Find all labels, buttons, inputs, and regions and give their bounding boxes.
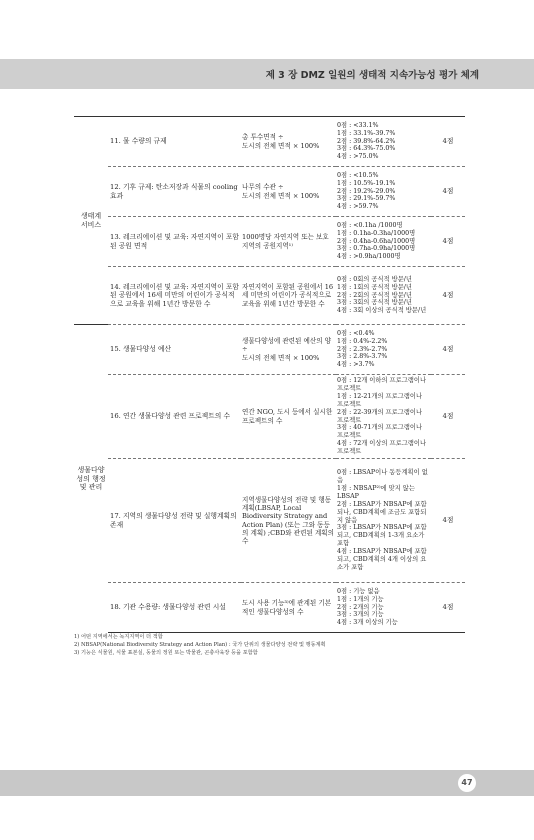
criteria-cell: 0점 : <33.1% 1점 : 33.1%-39.7% 2점 : 39.8%-64.2% 3점 : 64.3%-75.0% 4점 : >75.0% [336,117,431,167]
measure-cell: 나무의 수관 ÷ 도시의 전체 면적 × 100% [241,167,336,217]
criteria-cell: 0점 : <0.4% 1점 : 0.4%-2.2% 2점 : 2.3%-2.7% 3점 : 2.8%-3.7% 4점 : >3.7% [336,325,431,375]
score-cell: 4점 [431,217,465,267]
criteria-cell: 0점 : 12개 이하의 프로그램이나 프로젝트 1점 : 12-21개의 프로그램이나 프로젝트 2점 : 22-39개의 프로그램이나 프로젝트 3점 : 40-71개의 프로그램이나 프로젝트 4점 : 72개 이상의 프로그램이나 프로젝트 [336,375,431,459]
indicator-cell: 18. 기관 수용량: 생물다양성 관련 시설 [108,583,241,633]
indicator-cell: 15. 생물다양성 예산 [108,325,241,375]
table-row [74,117,465,167]
score-cell: 4점 [431,375,465,459]
measure-cell: 연간 NGO, 도시 등에서 실시한 프로젝트의 수 [241,375,336,459]
criteria-cell: 0점 : <0.1ha /1000명 1점 : 0.1ha-0.3ha/1000명 2점 : 0.4ha-0.6ha/1000명 3점 : 0.7ha-0.9ha/1000명 4점 : >0.9ha/1000명 [336,217,431,267]
category-biodiversity-governance [74,325,108,633]
category-label: 생물다양 성의 행정 및 관리 [76,466,106,491]
indicator-cell: 11. 물 수량의 규제 [108,117,241,167]
criteria-cell: 0점 : 0회의 공식적 방문/년 1점 : 1회의 공식적 방문/년 2점 : 2회의 공식적 방문/년 3점 : 3회의 공식적 방문/년 4점 : 3회 이상의 공식적 방문/년 [336,267,431,325]
measure-cell: 자연지역이 포함된 공원에서 16세 미만의 어린이가 공식적으로 교육을 위해 1년간 방문한 수 [241,267,336,325]
footer-band [0,770,534,796]
table-row [74,167,465,217]
table-row [74,267,465,325]
indicator-table-wrap [74,116,465,633]
measure-cell: 1000명당 자연지역 또는 보호지역의 공원지역¹⁾ [241,217,336,267]
indicator-cell: 12. 기후 규제: 탄소저장과 식물의 cooling효과 [108,167,241,217]
criteria-cell: 0점 : <10.5% 1점 : 10.5%-19.1% 2점 : 19.2%-29.0% 3점 : 29.1%-59.7% 4점 : >59.7% [336,167,431,217]
footnote: 2) NBSAP(National Biodiversity Strategy and Action Plan) : 국가 단위의 생물다양성 전략 및 행동계획 [74,642,326,649]
table-row [74,217,465,267]
score-cell: 4점 [431,267,465,325]
footnote: 1) 어떤 지역에서는 녹지지역이 더 적합 [74,634,163,640]
score-cell: 4점 [431,583,465,633]
score-cell: 4점 [431,325,465,375]
score-cell: 4점 [431,459,465,583]
score-cell: 4점 [431,117,465,167]
chapter-title: 제 3 장 DMZ 일원의 생태적 지속가능성 평가 체계 [265,70,479,81]
measure-cell: 생물다양성에 관련된 예산의 양 ÷ 도시의 전체 면적 × 100% [241,325,336,375]
indicator-cell: 13. 레크리에이션 및 교육: 자연지역이 포함된 공원 면적 [108,217,241,267]
table-row [74,583,465,633]
category-label: 생태계 서비스 [80,212,102,229]
table-row [74,459,465,583]
measure-cell: 지역생물다양성의 전략 및 행동계획(LBSAP, Local Biodiversity Strategy and Action Plan) (또는 그와 동등의 계획) ;CBD와 관련된 계획의 수 [241,459,336,583]
measure-cell: 총 투수면적 ÷ 도시의 전체 면적 × 100% [241,117,336,167]
category-ecosystem-service [74,117,108,325]
table-row [74,375,465,459]
indicator-cell: 14. 레크리에이션 및 교육: 자연지역이 포함된 공원에서 16세 미만의 어린이가 공식적으로 교육을 위해 1년간 방문한 수 [108,267,241,325]
table-row [74,325,465,375]
footnote: 3) 기능은 식물원, 식물 표본실, 동물의 정원 또는 박물관, 곤충사육장 등을 포함함 [74,650,258,657]
criteria-cell: 0점 : LBSAP이나 동등계획이 없음 1점 : NBSAP²⁾에 맞지 않는 LBSAP 2점 : LBSAP가 NBSAP에 포함되나, CBD계획에 조금도 포함되지 않음 3점 : LBSAP가 NBSAP에 포함되고, CBD계획의 1-3개 요소가 포함 4점 : LBSAP가 NBSAP에 포함되고, CBD계획의 4개 이상의 요소가 포함 [336,459,431,583]
indicator-table [74,116,465,633]
criteria-cell: 0점 : 기능 없음 1점 : 1개의 기능 2점 : 2개의 기능 3점 : 3개의 기능 4점 : 3개 이상의 기능 [336,583,431,633]
indicator-cell: 17. 지역의 생물다양성 전략 및 실행계획의 존재 [108,459,241,583]
measure-cell: 도시 사용 기능³⁾에 관계된 기본적인 생물다양성의 수 [241,583,336,633]
score-cell: 4점 [431,167,465,217]
page-number: 47 [458,774,476,792]
footnotes [74,633,474,657]
page-header [0,59,534,89]
indicator-cell: 16. 연간 생물다양성 관련 프로젝트의 수 [108,375,241,459]
